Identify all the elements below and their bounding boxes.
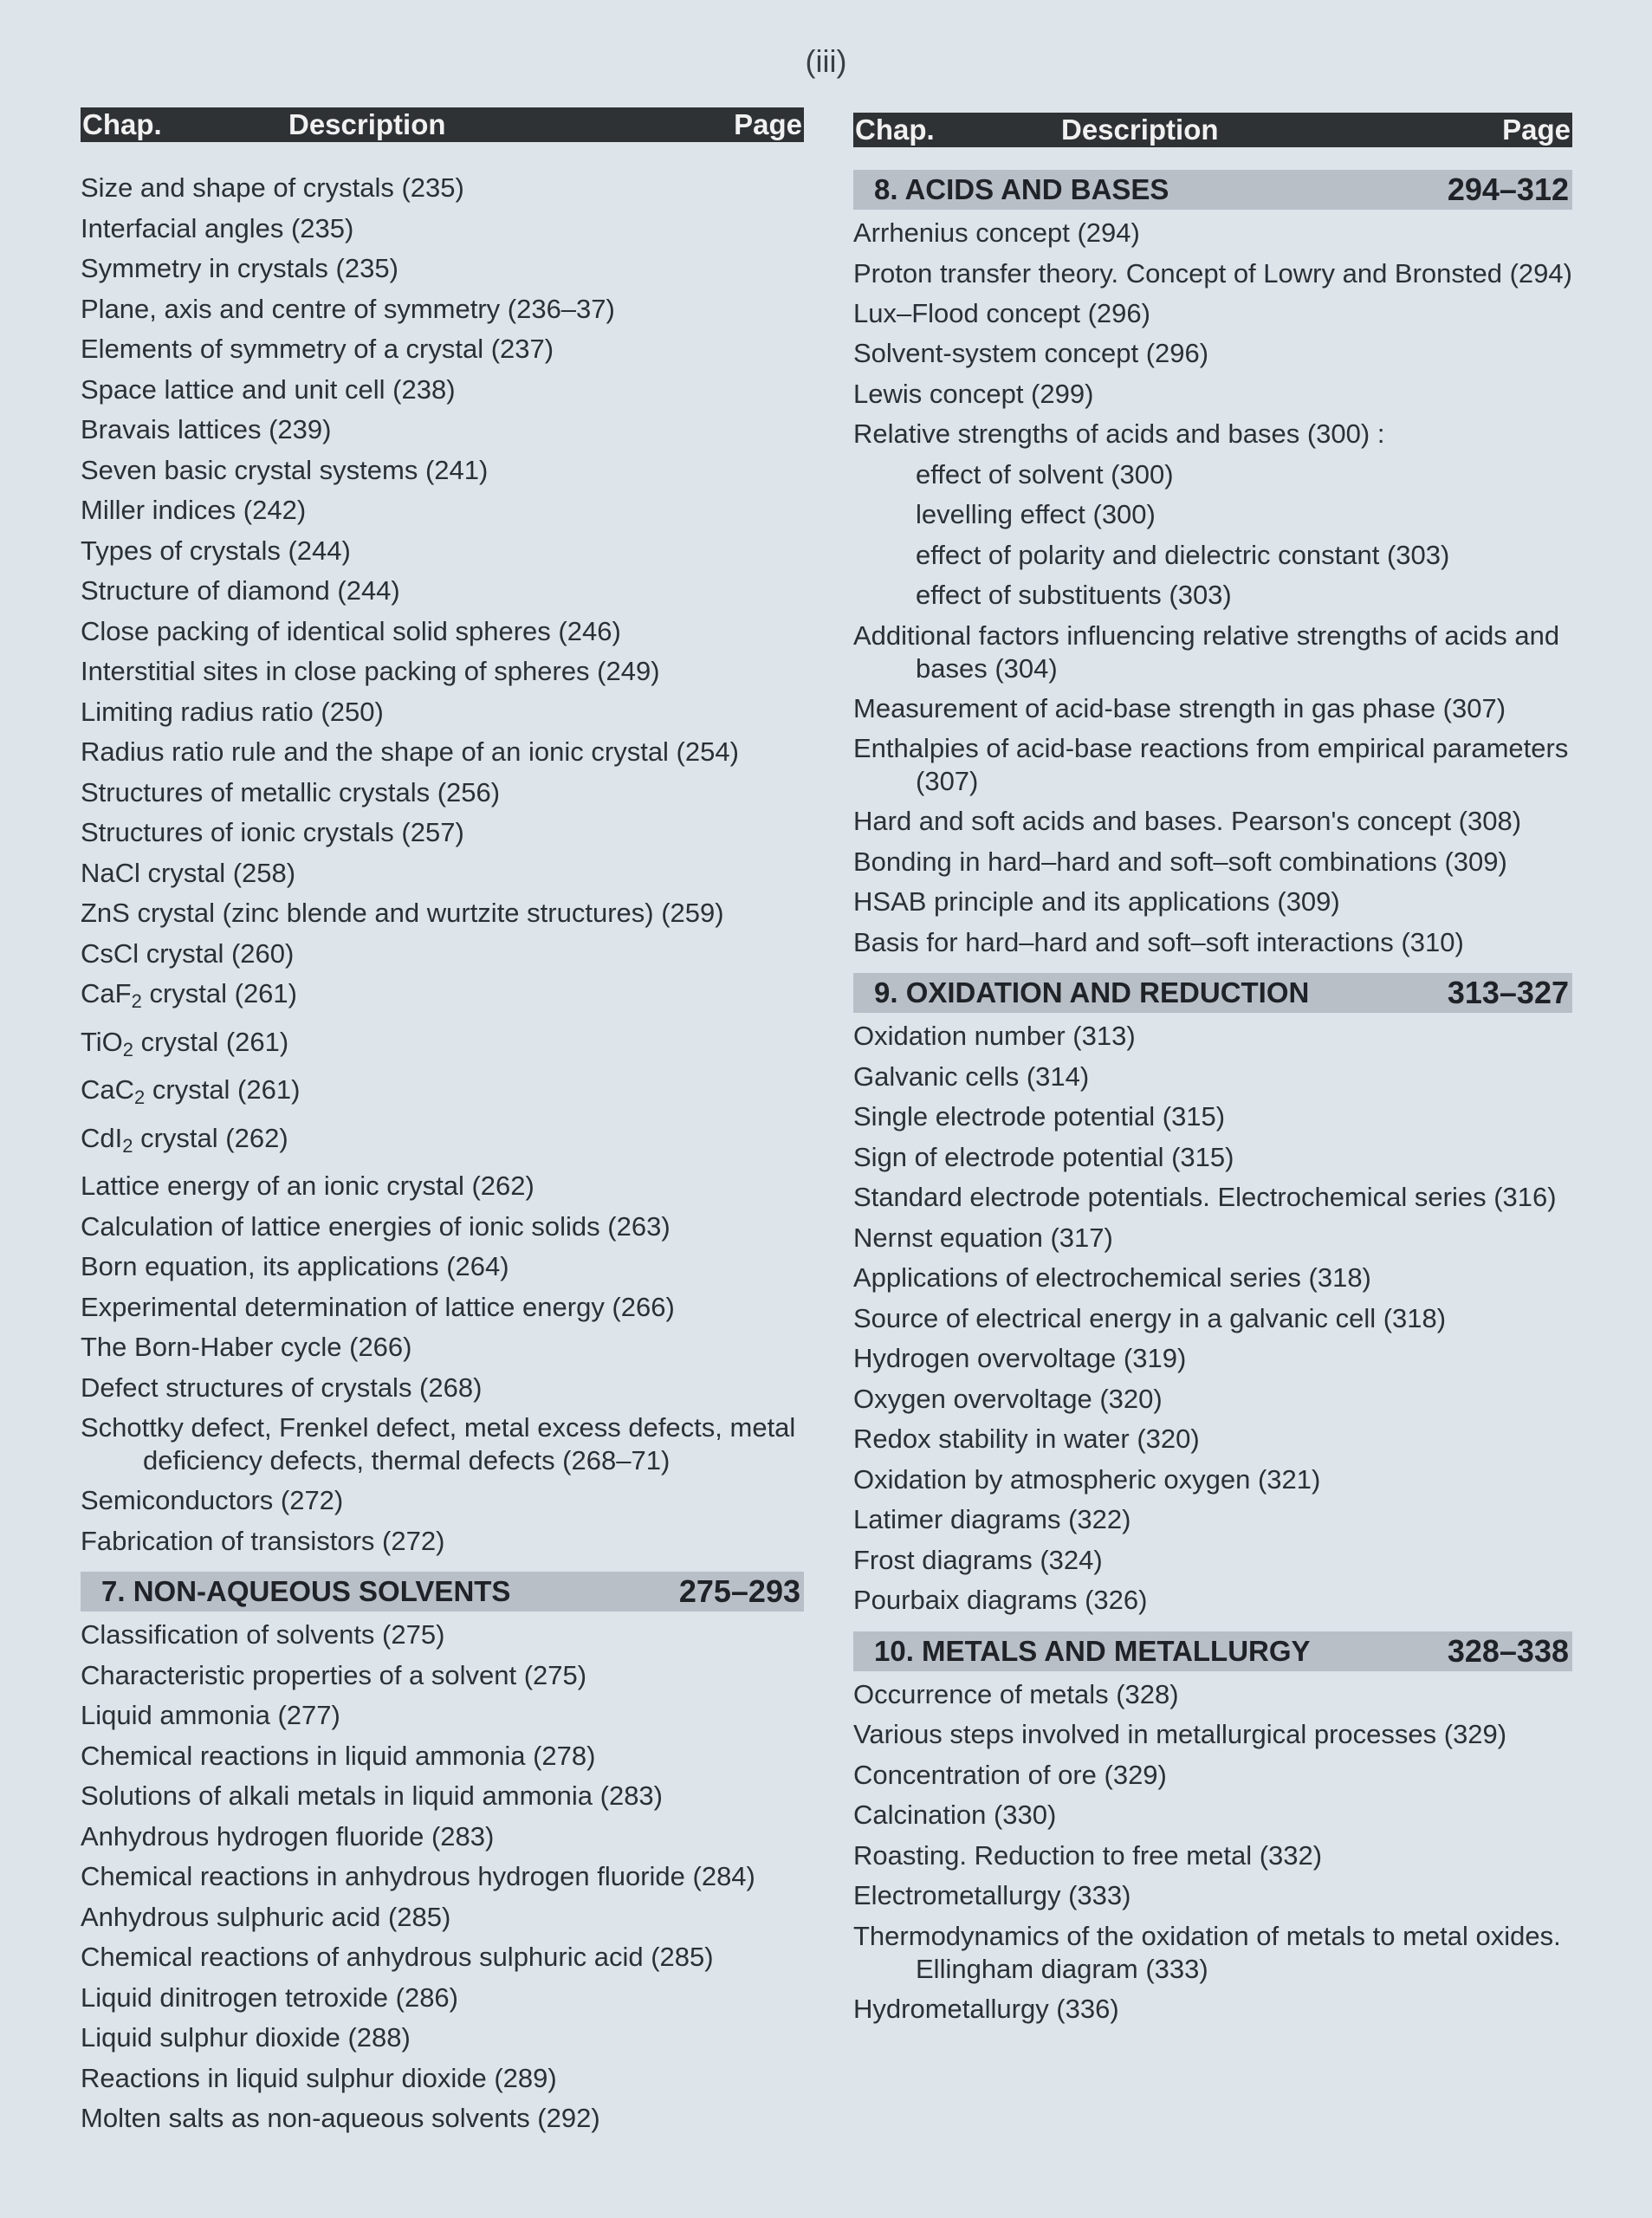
toc-entry: Sign of electrode potential (315): [853, 1141, 1234, 1172]
toc-entry: Liquid dinitrogen tetroxide (286): [81, 1981, 458, 2013]
toc-entry: Redox stability in water (320): [853, 1424, 1200, 1454]
toc-entry: Interfacial angles (235): [81, 212, 354, 243]
toc-entry: Chemical reactions of anhydrous sulphuric acid (285): [81, 1942, 714, 1972]
toc-entry: Occurrence of metals (328): [853, 1678, 1179, 1709]
toc-entry: Fabrication of transistors (272): [81, 1525, 445, 1556]
toc-subentry: effect of polarity and dielectric constant (303): [916, 539, 1450, 570]
toc-entry: Liquid ammonia (277): [81, 1700, 340, 1730]
toc-entry: Calculation of lattice energies of ionic solids (263): [81, 1210, 671, 1242]
left-column: [81, 107, 804, 2139]
header-description: Description: [288, 108, 446, 140]
header-page: Page: [1502, 113, 1571, 146]
toc-entry: Seven basic crystal systems (241): [81, 454, 489, 485]
toc-entry: Hydrometallurgy (336): [853, 1993, 1119, 2024]
header-chap: Chap.: [82, 108, 162, 140]
chapter-page-range: 294–312: [1447, 172, 1569, 207]
chapter-title: 8. ACIDS AND BASES: [874, 173, 1169, 205]
toc-entry: Frost diagrams (324): [853, 1544, 1103, 1575]
chapter-page-range: 275–293: [678, 1573, 800, 1609]
chapter-10-heading: [853, 1631, 1572, 1671]
formula-base: CaF: [81, 978, 132, 1008]
formula-rest: crystal (262): [133, 1122, 288, 1153]
toc-subentry: effect of substituents (303): [916, 580, 1232, 610]
toc-entry: Enthalpies of acid-base reactions from empirical parameters (307): [853, 733, 1569, 796]
toc-entry: Bonding in hard–hard and soft–soft combinations (309): [853, 846, 1507, 877]
toc-entry: Miller indices (242): [81, 495, 307, 525]
toc-entry: Born equation, its applications (264): [81, 1251, 509, 1281]
toc-entry: Measurement of acid-base strength in gas phase (307): [853, 692, 1506, 723]
toc-entry: Reactions in liquid sulphur dioxide (289): [81, 2062, 557, 2093]
toc-entry: CsCl crystal (260): [81, 937, 295, 969]
toc-entry-formula: [81, 1070, 804, 1119]
formula-subscript: 2: [134, 1086, 146, 1108]
toc-entry: Hydrogen overvoltage (319): [853, 1343, 1187, 1373]
toc-entry: Types of crystals (244): [81, 535, 351, 566]
chapter9-entries: [853, 1016, 1572, 1621]
contents-header-right: [853, 113, 1572, 147]
formula-base: CaC: [81, 1074, 135, 1105]
chapter-8-heading: [853, 170, 1572, 210]
formula-subscript: 2: [131, 990, 142, 1012]
toc-entry: Structures of ionic crystals (257): [81, 817, 464, 847]
chapter10-entries: [853, 1675, 1572, 2030]
toc-entry: Additional factors influencing relative strengths of acids and bases (304): [853, 619, 1560, 684]
toc-entry: Arrhenius concept (294): [853, 217, 1140, 248]
formula-subscript: 2: [122, 1134, 133, 1157]
toc-entry: Oxidation number (313): [853, 1021, 1136, 1051]
toc-entry: Proton transfer theory. Concept of Lowry and Bronsted (294): [853, 257, 1572, 289]
toc-subentry: levelling effect (300): [916, 499, 1156, 529]
toc-entry: Classification of solvents (275): [81, 1619, 445, 1650]
toc-entry: Thermodynamics of the oxidation of metals to metal oxides. Ellingham diagram (333): [853, 1920, 1561, 1984]
toc-entry: Liquid sulphur dioxide (288): [81, 2022, 411, 2053]
header-page: Page: [734, 108, 802, 140]
formula-base: CdI: [81, 1122, 123, 1153]
toc-entry: Calcination (330): [853, 1800, 1057, 1830]
toc-entry: Lewis concept (299): [853, 378, 1094, 409]
toc-entry: Space lattice and unit cell (238): [81, 373, 456, 405]
toc-entry-schottky: Schottky defect, Frenkel defect, metal excess defects, metal deficiency defects, thermal defects (268–71): [81, 1412, 796, 1475]
toc-entry: Concentration of ore (329): [853, 1759, 1167, 1790]
chapter-title: 9. OXIDATION AND REDUCTION: [874, 976, 1310, 1008]
header-chap: Chap.: [855, 113, 935, 146]
chapter-7-heading: [81, 1572, 804, 1612]
toc-entry: Semiconductors (272): [81, 1485, 344, 1515]
toc-entry: Structures of metallic crystals (256): [81, 776, 501, 807]
toc-entry: Symmetry in crystals (235): [81, 253, 398, 283]
toc-entry: Limiting radius ratio (250): [81, 696, 384, 727]
toc-entry: Lux–Flood concept (296): [853, 297, 1150, 328]
header-description: Description: [1061, 113, 1219, 146]
toc-entry: Anhydrous sulphuric acid (285): [81, 1901, 451, 1932]
toc-entry: Chemical reactions in liquid ammonia (278): [81, 1740, 596, 1771]
toc-entry-formula: [81, 1022, 804, 1071]
chapter8-entries: [853, 213, 1572, 963]
toc-entry: Size and shape of crystals (235): [81, 172, 464, 203]
toc-entry: Elements of symmetry of a crystal (237): [81, 334, 554, 364]
formula-base: TiO: [81, 1026, 123, 1057]
chapter6-entries: [81, 168, 804, 1561]
toc-entry: Basis for hard–hard and soft–soft interactions (310): [853, 926, 1464, 957]
toc-entry: Various steps involved in metallurgical processes (329): [853, 1719, 1507, 1749]
toc-entry-formula: [81, 1119, 804, 1167]
contents-header-left: [81, 107, 804, 142]
toc-entry: Defect structures of crystals (268): [81, 1372, 483, 1403]
toc-entry: Oxidation by atmospheric oxygen (321): [853, 1463, 1321, 1495]
toc-entry: Standard electrode potentials. Electrochemical series (316): [853, 1182, 1557, 1212]
toc-entry: Plane, axis and centre of symmetry (236–37): [81, 293, 615, 324]
page-number: (iii): [805, 43, 847, 79]
toc-entry: NaCl crystal (258): [81, 857, 296, 888]
toc-entry: Hard and soft acids and bases. Pearson's concept (308): [853, 806, 1522, 836]
toc-entry: Solutions of alkali metals in liquid ammonia (283): [81, 1780, 663, 1811]
toc-entry: Galvanic cells (314): [853, 1060, 1090, 1092]
toc-entry: Latimer diagrams (322): [853, 1504, 1131, 1534]
toc-entry: Bravais lattices (239): [81, 414, 332, 444]
right-column: [853, 113, 1572, 2029]
toc-entry: Oxygen overvoltage (320): [853, 1383, 1163, 1414]
chapter-page-range: 328–338: [1447, 1632, 1569, 1669]
toc-entry: Structure of diamond (244): [81, 575, 400, 606]
toc-entry: Source of electrical energy in a galvanic cell (318): [853, 1302, 1447, 1333]
toc-entry: Single electrode potential (315): [853, 1101, 1226, 1132]
toc-entry: Nernst equation (317): [853, 1222, 1113, 1253]
formula-rest: crystal (261): [145, 1074, 301, 1105]
toc-entry: Applications of electrochemical series (318): [853, 1262, 1371, 1293]
toc-entry-formula: [81, 974, 804, 1022]
chapter-title: 10. METALS AND METALLURGY: [874, 1634, 1311, 1667]
chapter-title: 7. NON-AQUEOUS SOLVENTS: [101, 1575, 511, 1607]
chapter-9-heading: [853, 973, 1572, 1013]
toc-entry: The Born-Haber cycle (266): [81, 1332, 412, 1362]
toc-entry: Relative strengths of acids and bases (300) :: [853, 418, 1385, 449]
toc-entry: Lattice energy of an ionic crystal (262): [81, 1171, 534, 1201]
formula-rest: crystal (261): [133, 1026, 289, 1057]
toc-entry: Pourbaix diagrams (326): [853, 1585, 1148, 1615]
chapter7-entries: [81, 1615, 804, 2139]
toc-entry: Radius ratio rule and the shape of an ionic crystal (254): [81, 736, 739, 767]
formula-subscript: 2: [122, 1038, 134, 1060]
toc-entry: ZnS crystal (zinc blende and wurtzite structures) (259): [81, 898, 724, 928]
toc-entry: Solvent-system concept (296): [853, 338, 1209, 368]
formula-rest: crystal (261): [141, 978, 297, 1008]
toc-entry: Experimental determination of lattice energy (266): [81, 1291, 675, 1322]
toc-entry: HSAB principle and its applications (309): [853, 886, 1340, 917]
toc-entry: Electrometallurgy (333): [853, 1880, 1131, 1910]
toc-subentry: effect of solvent (300): [916, 458, 1174, 490]
toc-entry: Molten salts as non-aqueous solvents (292): [81, 2103, 600, 2133]
toc-entry: Interstitial sites in close packing of spheres (249): [81, 656, 660, 686]
toc-entry: Chemical reactions in anhydrous hydrogen fluoride (284): [81, 1861, 755, 1891]
toc-entry: Roasting. Reduction to free metal (332): [853, 1839, 1323, 1871]
toc-entry: Anhydrous hydrogen fluoride (283): [81, 1820, 495, 1852]
toc-entry: Characteristic properties of a solvent (275): [81, 1659, 587, 1690]
toc-entry: Close packing of identical solid spheres (246): [81, 615, 621, 646]
chapter-page-range: 313–327: [1447, 975, 1569, 1010]
